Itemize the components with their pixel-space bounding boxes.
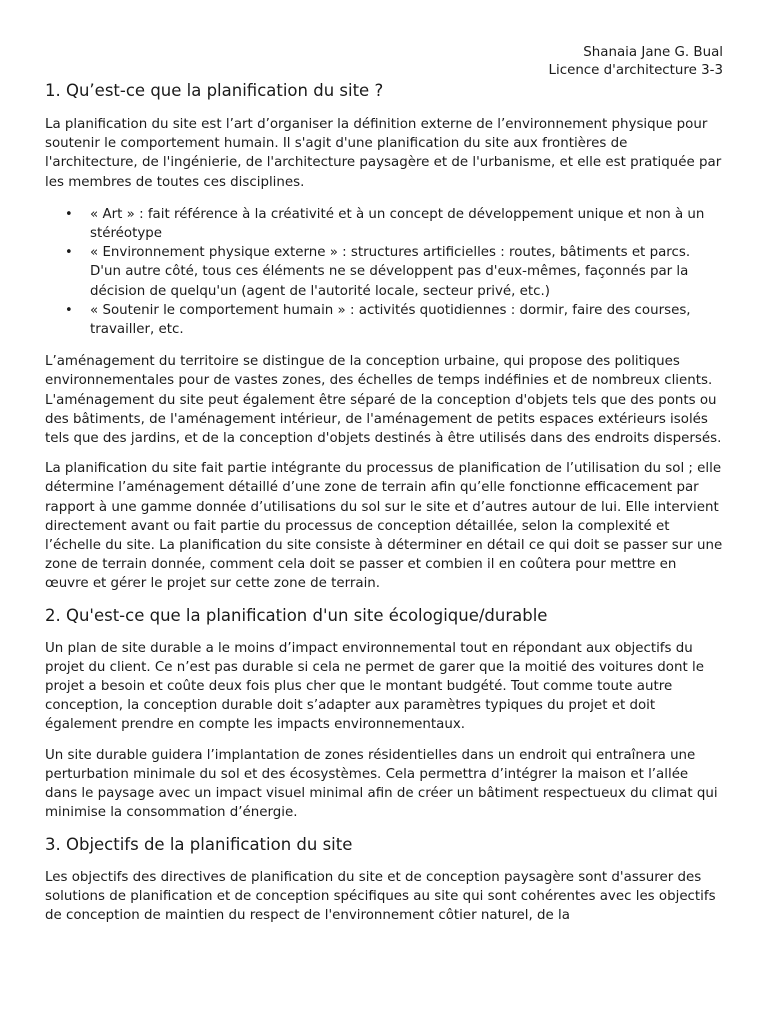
- section-2-paragraph-2: Un site durable guidera l’implantation de zones résidentielles dans un endroit qui entraînera une perturbation minimale du sol et des écosystèmes. Cela permettra d’intégrer la maison et l’allée dans le paysage avec un impact visuel minimal afin de créer un bâtiment respectueux du climat qui minimise la consommation d’énergie.: [45, 747, 718, 821]
- list-item-text: « Soutenir le comportement humain » : activités quotidiennes : dormir, faire des courses, travailler, etc.: [90, 302, 691, 338]
- section-1-heading: 1. Qu’est-ce que la planification du site ?: [45, 81, 384, 100]
- list-item-text: « Environnement physique externe » : structures artificielles : routes, bâtiments et parcs. D'un autre côté, tous ces éléments ne se développent pas d'eux-mêmes, façonnés par la décision de quelqu'un (agent de l'autorité locale, secteur privé, etc.): [90, 245, 691, 299]
- list-item: [45, 243, 723, 301]
- section-3-heading: 3. Objectifs de la planification du site: [45, 834, 353, 854]
- section-3-paragraph-1: Les objectifs des directives de planification du site et de conception paysagère sont d'assurer des solutions de planification et de conception spécifiques au site qui sont cohérentes avec les objectifs de conception de maintien du respect de l'environnement côtier naturel, de la: [45, 869, 716, 923]
- section-1-paragraph-3: La planification du site fait partie intégrante du processus de planification de l’utilisation du sol ; elle détermine l’aménagement détaillé d’une zone de terrain afin qu’elle fonctionne efficacement par rapport à une gamme donnée d’utilisations du sol sur le site et d’autres autour de lui. Elle intervient directement avant ou fait partie du processus de conception détaillée, selon la complexité et l’échelle du site. La planification du site consiste à déterminer en détail ce qui doit se passer sur une zone de terrain donnée, comment cela doit se passer et combien il en coûtera pour mettre en œuvre et gérer le projet sur cette zone de terrain.: [45, 461, 723, 592]
- section-1-paragraph-2: L’aménagement du territoire se distingue de la conception urbaine, qui propose des politiques environnementales pour de vastes zones, des échelles de temps indéfinies et de nombreux clients. L'aménagement du site peut également être séparé de la conception d'objets tels que des ponts ou des bâtiments, de l'aménagement intérieur, de l'aménagement de petits espaces extérieurs isolés tels que des jardins, et de la conception d'objets destinés à être utilisés dans des endroits dispersés.: [45, 354, 722, 447]
- bullet-icon: •: [65, 302, 73, 318]
- author-block: [549, 44, 723, 80]
- list-item: [45, 205, 723, 243]
- list-item: [45, 301, 723, 339]
- definition-list: [45, 205, 723, 339]
- course-name: Licence d'architecture 3-3: [548, 63, 723, 78]
- list-item-text: « Art » : fait référence à la créativité et à un concept de développement unique et non à un stéréotype: [90, 206, 705, 242]
- author-name: Shanaia Jane G. Bual: [583, 45, 723, 60]
- bullet-icon: •: [65, 245, 73, 261]
- section-1-intro: La planification du site est l’art d’organiser la définition externe de l’environnement physique pour soutenir le comportement humain. Il s'agit d'une planification du site aux frontières de l'architecture, de l'ingénierie, de l'architecture paysagère et de l'urbanisme, et elle est pratiquée par les membres de toutes ces disciplines.: [45, 117, 722, 190]
- bullet-icon: •: [65, 206, 73, 222]
- section-2-heading: 2. Qu'est-ce que la planification d'un site écologique/durable: [45, 605, 548, 625]
- section-2-paragraph-1: Un plan de site durable a le moins d’impact environnemental tout en répondant aux objectifs du projet du client. Ce n’est pas durable si cela ne permet de garer que la moitié des voitures dont le projet a besoin et coûte deux fois plus cher que le montant budgété. Tout comme toute autre conception, la conception durable doit s’adapter aux paramètres typiques du projet et doit également prendre en compte les impacts environnementaux.: [45, 640, 704, 733]
